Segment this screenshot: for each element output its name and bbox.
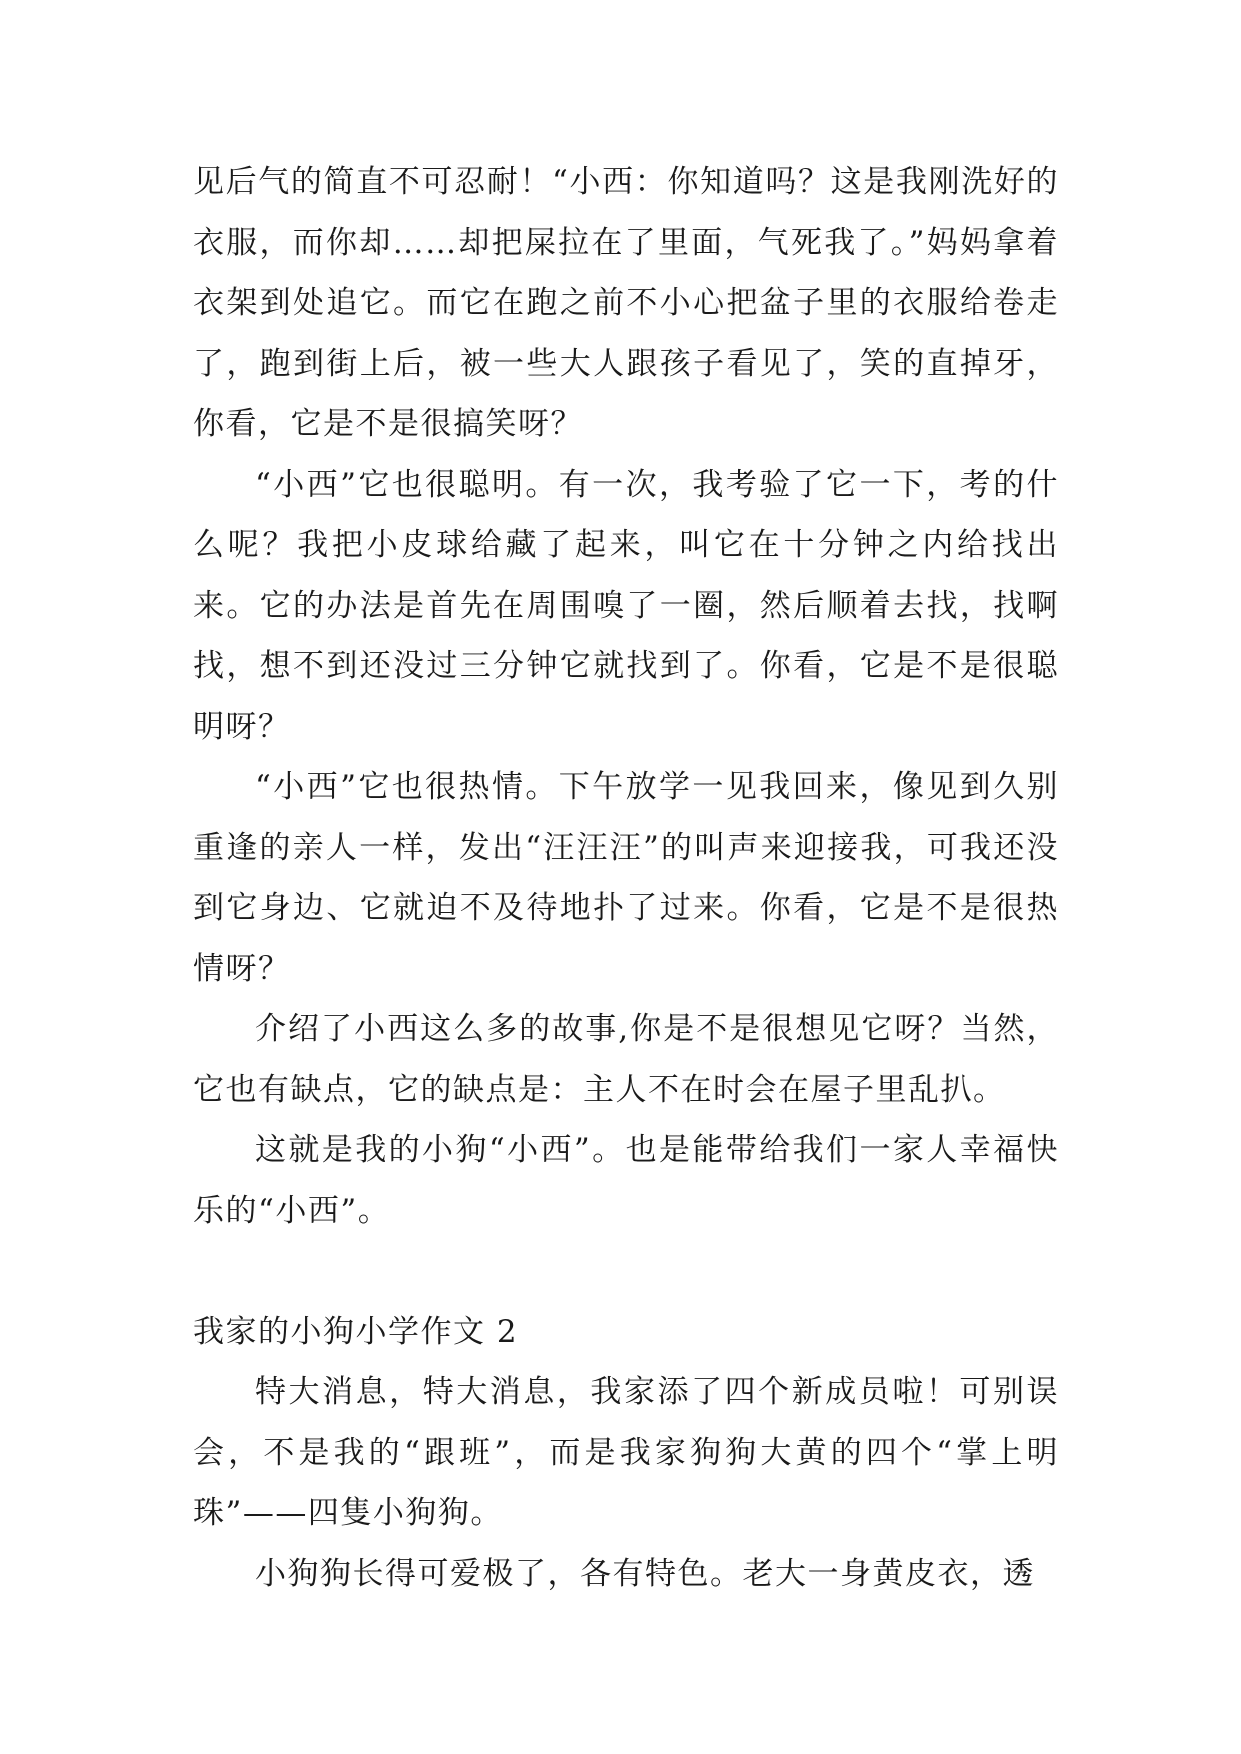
paragraph-news: 特大消息，特大消息，我家添了四个新成员啦！可别误会，不是我的“跟班”，而是我家狗狗大黄的四个“掌上明珠”——四隻小狗狗。 [193, 1374, 1059, 1531]
paragraph-warm: “小西”它也很热情。下午放学一见我回来，像见到久别重逢的亲人一样，发出“汪汪汪”的叫声来迎接我，可我还没到它身边、它就迫不及待地扑了过来。你看，它是不是很热情呀？ [193, 769, 1059, 987]
section-spacer [193, 1241, 1059, 1302]
paragraph-conclusion: 这就是我的小狗“小西”。也是能带给我们一家人幸福快乐的“小西”。 [193, 1132, 1059, 1229]
document-body [193, 152, 1059, 1604]
paragraph-continued: 见后气的简直不可忍耐！“小西：你知道吗？这是我刚洗好的衣服，而你却……却把屎拉在了里面，气死我了。”妈妈拿着衣架到处追它。而它在跑之前不小心把盆子里的衣服给卷走了，跑到街上后，被一些大人跟孩子看见了，笑的直掉牙，你看，它是不是很搞笑呀？ [193, 164, 1059, 442]
paragraph-puppies: 小狗狗长得可爱极了，各有特色。老大一身黄皮衣，透 [255, 1555, 1035, 1592]
paragraph-smart: “小西”它也很聪明。有一次，我考验了它一下，考的什么呢？我把小皮球给藏了起来，叫它在十分钟之内给找出来。它的办法是首先在周围嗅了一圈，然后顺着去找，找啊找，想不到还没过三分钟它就找到了。你看，它是不是很聪明呀？ [193, 466, 1059, 745]
section-title: 我家的小狗小学作文 2 [193, 1313, 519, 1350]
paragraph-flaw: 介绍了小西这么多的故事,你是不是很想见它呀？当然，它也有缺点，它的缺点是：主人不在时会在屋子里乱扒。 [193, 1011, 1059, 1108]
